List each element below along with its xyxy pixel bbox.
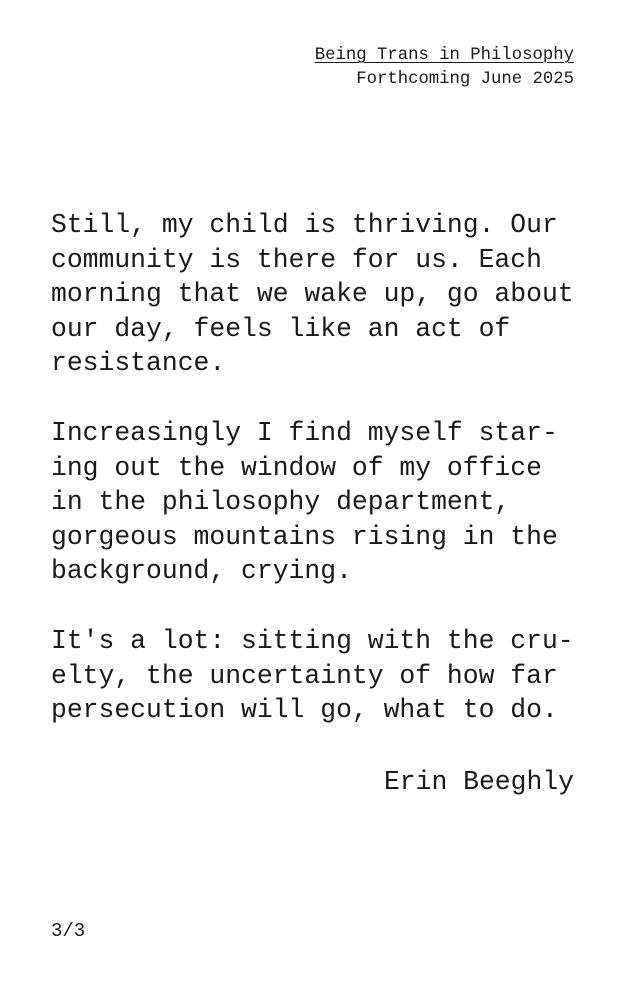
text-line: ing out the window of my office [51,452,542,483]
text-line: in the philosophy department, [51,487,511,518]
author-signature: Erin Beeghly [383,767,574,797]
text-line: background, crying. [51,556,352,587]
text-line: Increasingly I find myself star- [51,417,558,448]
paragraph [51,208,574,381]
paragraph [51,416,574,589]
text-line: morning that we wake up, go about [51,279,574,310]
publication-note: Forthcoming June 2025 [356,70,574,89]
text-line: Still, my child is thriving. Our [51,210,558,240]
text-line: persecution will go, what to do. [51,695,558,726]
paragraph [51,624,574,728]
text-line: It's a lot: sitting with the cru- [51,625,574,656]
page-number: 3/3 [51,920,86,942]
text-line: resistance. [51,348,226,379]
page-header [315,44,574,92]
text-line: our day, feels like an act of [51,313,511,344]
book-title: Being Trans in Philosophy [314,46,574,65]
text-line: elty, the uncertainty of how far [51,660,558,691]
text-line: gorgeous mountains rising in the [51,521,558,552]
essay-body [51,208,574,763]
text-line: community is there for us. Each [51,244,542,275]
